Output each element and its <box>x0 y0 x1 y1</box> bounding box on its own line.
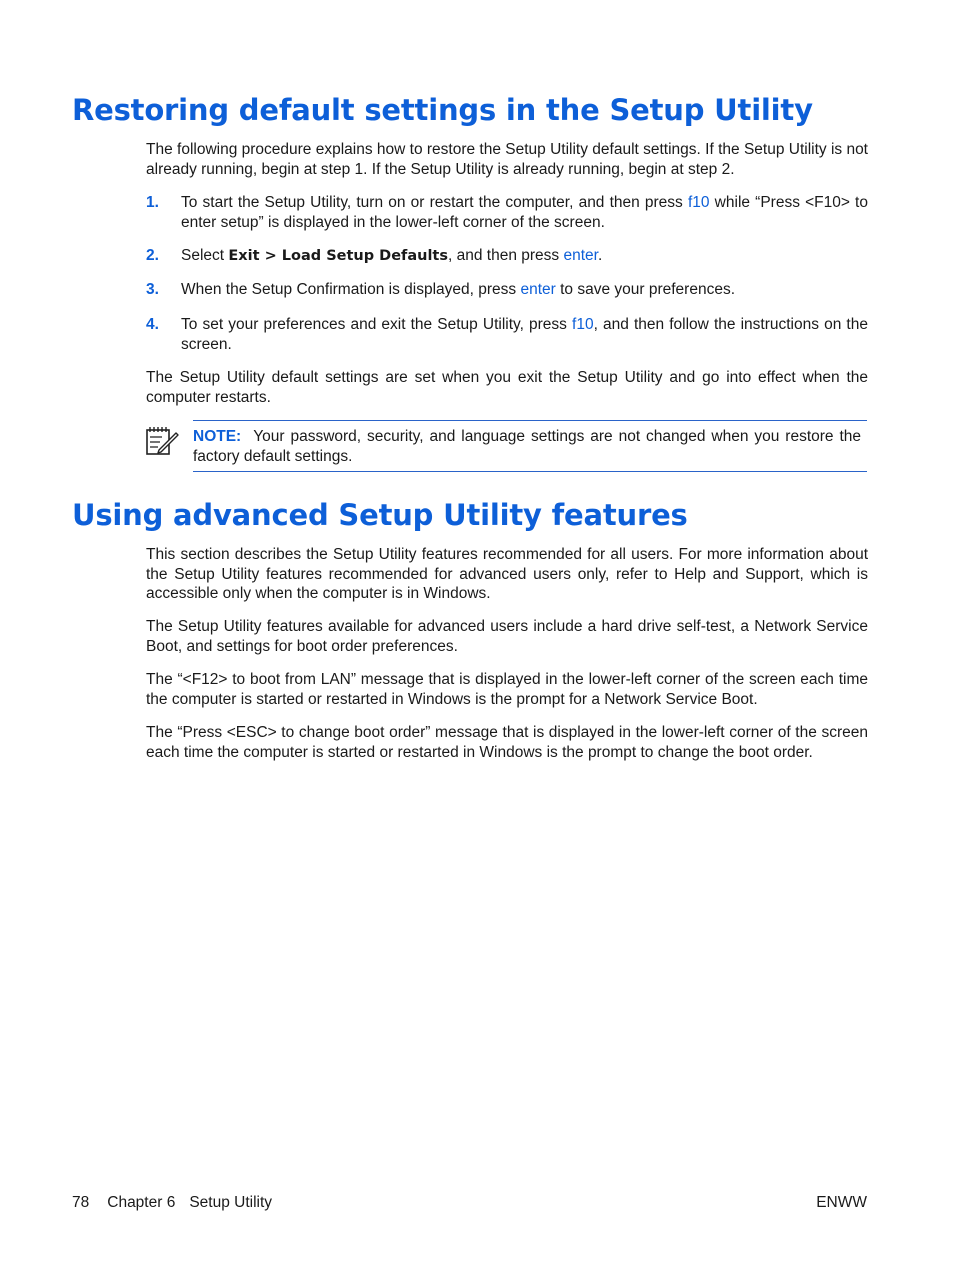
step-text: Select Exit > Load Setup Defaults, and then press enter. <box>181 247 603 264</box>
note-text: NOTE: Your password, security, and language settings are not changed when you restore the factory default settings. <box>193 428 861 465</box>
key-enter: enter <box>520 281 556 298</box>
defaults-paragraph: The Setup Utility default settings are set when you exit the Setup Utility and go into effect when the computer restarts. <box>146 369 868 406</box>
advanced-paragraph-1: This section describes the Setup Utility features recommended for all users. For more information about the Setup Utility features recommended for advanced users only, refer to Help and Support, which is accessible only when the computer is in Windows. <box>146 546 868 602</box>
step-number: 3. <box>146 281 159 298</box>
intro-paragraph: The following procedure explains how to restore the Setup Utility default settings. If the Setup Utility is not already running, begin at step 1. If the Setup Utility is already running, begin at step 2. <box>146 141 868 178</box>
footer-right: ENWW <box>816 1194 867 1211</box>
advanced-paragraph-3: The “<F12> to boot from LAN” message that is displayed in the lower-left corner of the screen each time the computer is started or restarted in Windows is the prompt for a Network Service Boot. <box>146 671 868 708</box>
section-heading-restoring-defaults: Restoring default settings in the Setup Utility <box>72 93 813 127</box>
advanced-paragraph-4: The “Press <ESC> to change boot order” message that is displayed in the lower-left corner of the screen each time the computer is started or restarted in Windows is the prompt to change the boot order. <box>146 724 868 761</box>
page-number: 78 <box>72 1194 90 1211</box>
step-1 <box>146 193 868 232</box>
section-heading-advanced-features: Using advanced Setup Utility features <box>72 498 688 532</box>
step-2 <box>146 246 868 267</box>
key-f10: f10 <box>687 194 710 211</box>
note-pad-icon <box>145 424 179 458</box>
chapter-title: Setup Utility <box>189 1194 273 1211</box>
step-4 <box>146 315 868 354</box>
advanced-paragraph-2: The Setup Utility features available for advanced users include a hard drive self-test, a Network Service Boot, and settings for boot order preferences. <box>146 618 868 655</box>
key-enter: enter <box>563 247 598 264</box>
note-label: NOTE: <box>193 428 242 445</box>
step-number: 4. <box>146 316 159 333</box>
step-text: To start the Setup Utility, turn on or restart the computer, and then press f10 while “Press <F10> to enter setup” is displayed in the lower-left corner of the screen. <box>181 194 868 231</box>
note-box <box>193 420 867 472</box>
step-text: When the Setup Confirmation is displayed, press enter to save your preferences. <box>181 281 736 298</box>
step-3 <box>146 280 868 300</box>
menu-command: Exit > Load Setup Defaults <box>228 248 448 264</box>
key-f10: f10 <box>572 316 594 333</box>
footer-left <box>72 1193 272 1212</box>
step-number: 1. <box>146 194 159 211</box>
step-text: To set your preferences and exit the Setup Utility, press f10, and then follow the instructions on the screen. <box>181 316 868 353</box>
chapter-label: Chapter 6 <box>107 1194 176 1211</box>
step-number: 2. <box>146 247 159 264</box>
